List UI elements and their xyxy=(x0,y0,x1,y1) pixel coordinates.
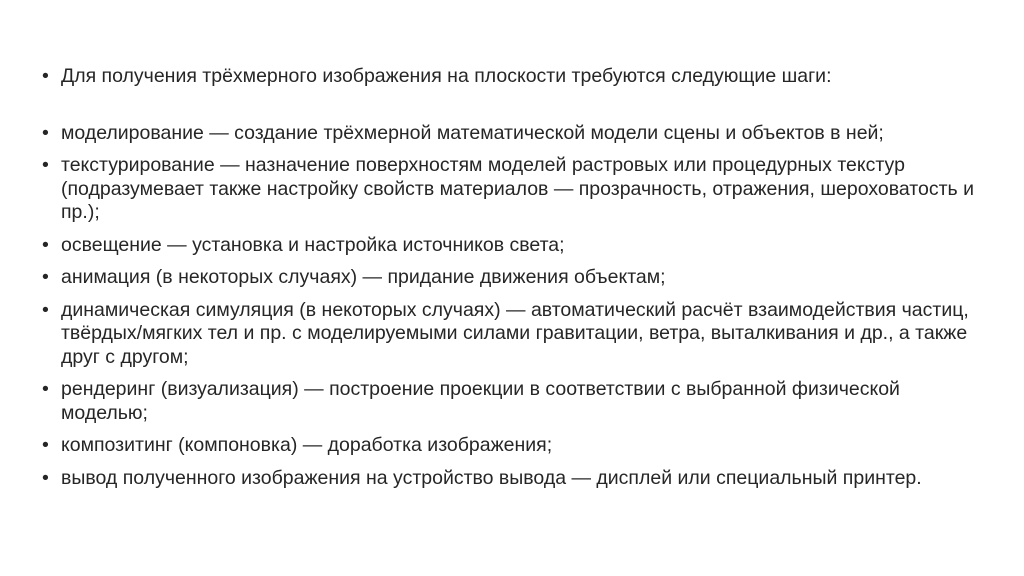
bullet-dot-icon: • xyxy=(42,154,49,176)
bullet-item-simulation xyxy=(38,299,988,370)
bullet-text: освещение — установка и настройка источников света; xyxy=(61,233,565,256)
bullet-text: моделирование — создание трёхмерной математической модели сцены и объектов в ней; xyxy=(61,121,884,144)
bullet-list xyxy=(38,65,988,499)
bullet-item-intro xyxy=(38,65,988,89)
bullet-item-texturing xyxy=(38,154,988,225)
bullet-dot-icon: • xyxy=(42,298,49,321)
bullet-text: композитинг (компоновка) — доработка изображения; xyxy=(61,434,553,456)
bullet-dot-icon: • xyxy=(42,266,49,288)
bullet-item-modeling xyxy=(38,122,988,146)
bullet-dot-icon: • xyxy=(42,233,49,256)
bullet-item-rendering xyxy=(38,378,988,425)
bullet-text: вывод полученного изображения на устройство вывода — дисплей или специальный принтер. xyxy=(61,466,922,489)
bullet-dot-icon: • xyxy=(42,466,49,489)
bullet-dot-icon: • xyxy=(42,434,49,456)
bullet-item-animation xyxy=(38,266,988,290)
bullet-item-lighting xyxy=(38,234,988,258)
bullet-dot-icon: • xyxy=(42,65,49,87)
bullet-dot-icon: • xyxy=(42,121,49,144)
bullet-text: Для получения трёхмерного изображения на плоскости требуются следующие шаги: xyxy=(61,65,832,87)
bullet-item-compositing xyxy=(38,434,988,458)
bullet-text: текстурирование — назначение поверхностям моделей растровых или процедурных текстур (подразумевает также настройку свойств материалов — прозрачность, отражения, шероховатость и пр.); xyxy=(61,154,974,223)
bullet-dot-icon: • xyxy=(42,378,49,400)
bullet-text: рендеринг (визуализация) — построение проекции в соответствии с выбранной физической моделью; xyxy=(61,378,900,424)
bullet-item-output xyxy=(38,467,988,491)
bullet-text: динамическая симуляция (в некоторых случаях) — автоматический расчёт взаимодействия частиц, твёрдых/мягких тел и пр. с моделируемыми силами гравитации, ветра, выталкивания и др., а также друг с другом; xyxy=(61,298,969,368)
bullet-text: анимация (в некоторых случаях) — придание движения объектам; xyxy=(61,266,666,288)
